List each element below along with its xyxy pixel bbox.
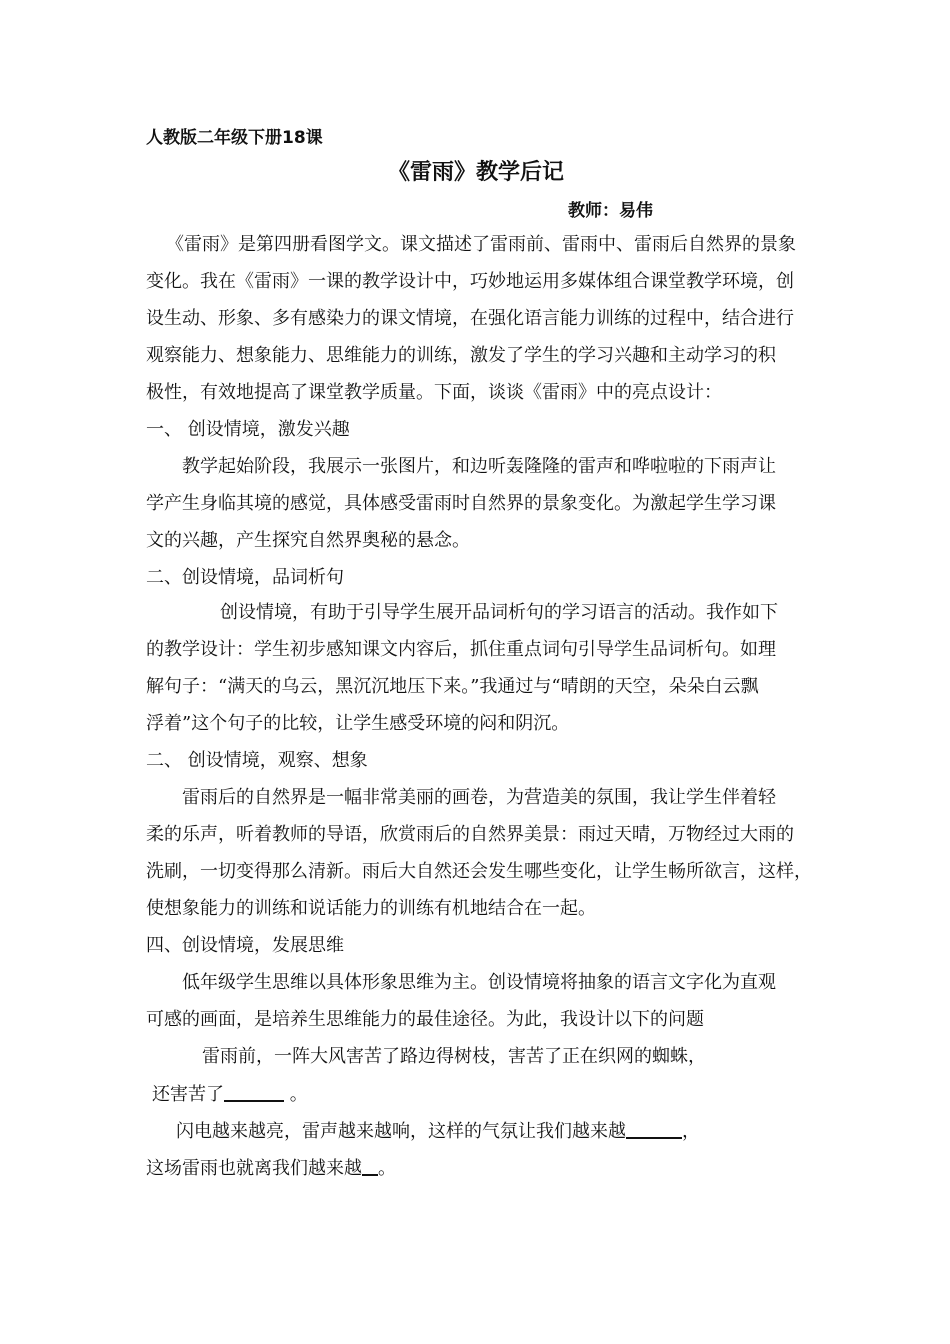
course-label: 人教版二年级下册18课 (146, 128, 323, 148)
author-line: 教师：易伟 (568, 201, 653, 221)
question-line: 雷雨前，一阵大风害苦了路边得树枝，害苦了正在织网的蜘蛛， (202, 1046, 706, 1067)
document-title: 《雷雨》教学后记 (388, 160, 565, 185)
section-heading: 一、 创设情境，激发兴趣 (146, 419, 350, 440)
answer-blank (626, 1119, 682, 1139)
fill-blank-line (152, 1082, 308, 1107)
section-heading: 二、创设情境，品词析句 (146, 567, 344, 588)
paragraph-line: 的教学设计：学生初步感知课文内容后，抓住重点词句引导学生品词析句。如理 (146, 639, 776, 660)
paragraph-line: 教学起始阶段，我展示一张图片，和边听轰隆隆的雷声和哗啦啦的下雨声让 (182, 456, 776, 477)
fill-blank-text: ， (682, 1121, 700, 1142)
fill-blank-text: 闪电越来越亮，雷声越来越响，这样的气氛让我们越来越 (176, 1121, 626, 1142)
section-heading: 四、创设情境，发展思维 (146, 935, 344, 956)
paragraph-line: 解句子：“满天的乌云，黑沉沉地压下来。”我通过与“晴朗的天空，朵朵白云飘 (146, 676, 759, 697)
paragraph-line: 极性，有效地提高了课堂教学质量。下面，谈谈《雷雨》中的亮点设计： (146, 382, 722, 403)
answer-blank (362, 1156, 378, 1176)
paragraph-line: 设生动、形象、多有感染力的课文情境，在强化语言能力训练的过程中，结合进行 (146, 308, 794, 329)
paragraph-line: 文的兴趣，产生探究自然界奥秘的悬念。 (146, 530, 470, 551)
paragraph-line: 浮着”这个句子的比较，让学生感受环境的闷和阴沉。 (146, 713, 570, 734)
paragraph-line: 学产生身临其境的感觉，具体感受雷雨时自然界的景象变化。为激起学生学习课 (146, 493, 776, 514)
fill-blank-text: 。 (284, 1084, 308, 1105)
answer-blank (224, 1082, 284, 1102)
paragraph-line: 低年级学生思维以具体形象思维为主。创设情境将抽象的语言文字化为直观 (182, 972, 776, 993)
paragraph-line: 使想象能力的训练和说话能力的训练有机地结合在一起。 (146, 898, 596, 919)
paragraph-line: 《雷雨》是第四册看图学文。课文描述了雷雨前、雷雨中、雷雨后自然界的景象 (166, 234, 796, 255)
fill-blank-text: 这场雷雨也就离我们越来越 (146, 1158, 362, 1179)
paragraph-line: 雷雨后的自然界是一幅非常美丽的画卷，为营造美的氛围，我让学生伴着轻 (182, 787, 776, 808)
paragraph-line: 变化。我在《雷雨》一课的教学设计中，巧妙地运用多媒体组合课堂教学环境，创 (146, 271, 794, 292)
fill-blank-line (146, 1156, 396, 1181)
paragraph-line: 可感的画面，是培养生思维能力的最佳途径。为此，我设计以下的问题 (146, 1009, 704, 1030)
fill-blank-text: 还害苦了 (152, 1084, 224, 1105)
fill-blank-text: 。 (378, 1158, 396, 1179)
fill-blank-line (176, 1119, 700, 1144)
paragraph-line: 柔的乐声，听着教师的导语，欣赏雨后的自然界美景：雨过天晴，万物经过大雨的 (146, 824, 794, 845)
paragraph-line: 观察能力、想象能力、思维能力的训练，激发了学生的学习兴趣和主动学习的积 (146, 345, 776, 366)
paragraph-line: 创设情境，有助于引导学生展开品词析句的学习语言的活动。我作如下 (220, 602, 778, 623)
paragraph-line: 洗刷，一切变得那么清新。雨后大自然还会发生哪些变化，让学生畅所欲言，这样， (146, 861, 812, 882)
section-heading: 二、 创设情境，观察、想象 (146, 750, 368, 771)
